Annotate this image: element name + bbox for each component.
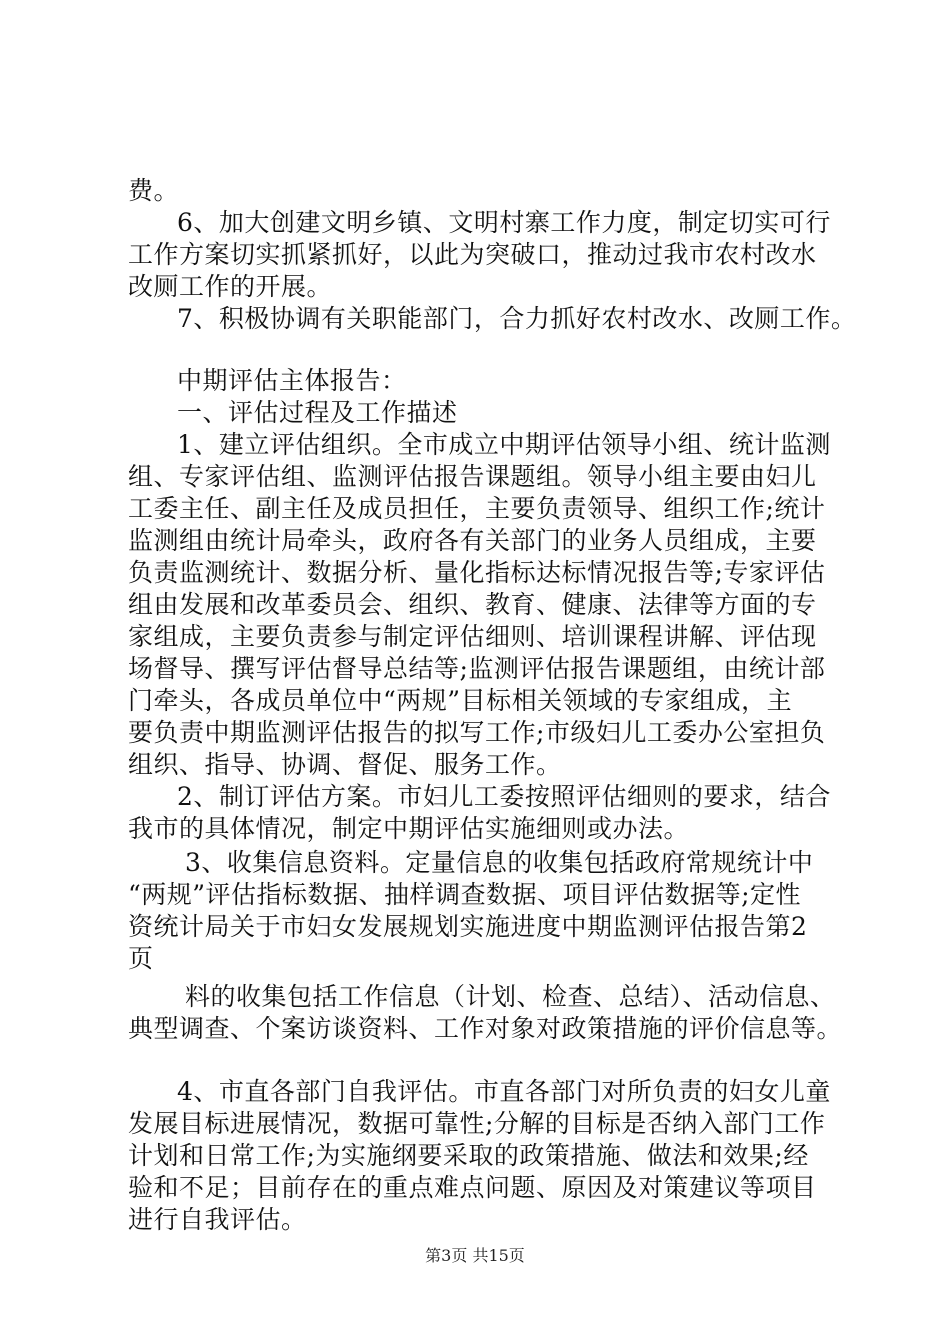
text-line: 费。 bbox=[128, 176, 180, 205]
text-line: 家组成，主要负责参与制定评估细则、培训课程讲解、评估现 bbox=[128, 622, 817, 651]
text-line: 料的收集包括工作信息（计划、检查、总结）、活动信息、 bbox=[185, 982, 836, 1011]
page-number-footer: 第3页 共15页 bbox=[425, 1246, 525, 1265]
text-line: 工委主任、副主任及成员担任，主要负责领导、组织工作;统计 bbox=[128, 494, 826, 523]
text-line: 7、积极协调有关职能部门，合力抓好农村改水、改厕工作。 bbox=[177, 304, 857, 333]
text-line: 监测组由统计局牵头，政府各有关部门的业务人员组成，主要 bbox=[128, 526, 817, 555]
text-line: 2、制订评估方案。市妇儿工委按照评估细则的要求，结合 bbox=[177, 782, 831, 811]
text-line: 1、建立评估组织。全市成立中期评估领导小组、统计监测 bbox=[177, 430, 831, 459]
text-line: 资统计局关于市妇女发展规划实施进度中期监测评估报告第2 bbox=[128, 912, 808, 941]
text-line: 计划和日常工作;为实施纲要采取的政策措施、做法和效果;经 bbox=[128, 1141, 809, 1170]
text-line: 6、加大创建文明乡镇、文明村寨工作力度，制定切实可行 bbox=[177, 208, 831, 237]
text-line: 我市的具体情况，制定中期评估实施细则或办法。 bbox=[128, 814, 690, 843]
text-line: 典型调查、个案访谈资料、工作对象对政策措施的评价信息等。 bbox=[128, 1014, 843, 1043]
text-line: 发展目标进展情况，数据可靠性;分解的目标是否纳入部门工作 bbox=[128, 1109, 826, 1138]
text-line: 负责监测统计、数据分析、量化指标达标情况报告等;专家评估 bbox=[128, 558, 826, 587]
section-title: 中期评估主体报告： bbox=[177, 366, 407, 395]
text-line: 改厕工作的开展。 bbox=[128, 272, 333, 301]
text-line: “两规”评估指标数据、抽样调查数据、项目评估数据等;定性 bbox=[128, 880, 801, 909]
text-line: 组织、指导、协调、督促、服务工作。 bbox=[128, 750, 562, 779]
text-line: 进行自我评估。 bbox=[128, 1205, 307, 1234]
text-line: 4、市直各部门自我评估。市直各部门对所负责的妇女儿童 bbox=[177, 1077, 831, 1106]
text-line: 3、收集信息资料。定量信息的收集包括政府常规统计中 bbox=[185, 848, 814, 877]
text-line: 验和不足；目前存在的重点难点问题、原因及对策建议等项目 bbox=[128, 1173, 817, 1202]
text-line: 页 bbox=[128, 944, 154, 973]
text-line: 组由发展和改革委员会、组织、教育、健康、法律等方面的专 bbox=[128, 590, 817, 619]
text-line: 门牵头，各成员单位中“两规”目标相关领域的专家组成，主 bbox=[128, 686, 793, 715]
text-line: 要负责中期监测评估报告的拟写工作;市级妇儿工委办公室担负 bbox=[128, 718, 826, 747]
section-heading: 一、评估过程及工作描述 bbox=[177, 398, 458, 427]
text-line: 场督导、撰写评估督导总结等;监测评估报告课题组，由统计部 bbox=[128, 654, 826, 683]
text-line: 组、专家评估组、监测评估报告课题组。领导小组主要由妇儿 bbox=[128, 462, 817, 491]
text-line: 工作方案切实抓紧抓好，以此为突破口，推动过我市农村改水 bbox=[128, 240, 817, 269]
